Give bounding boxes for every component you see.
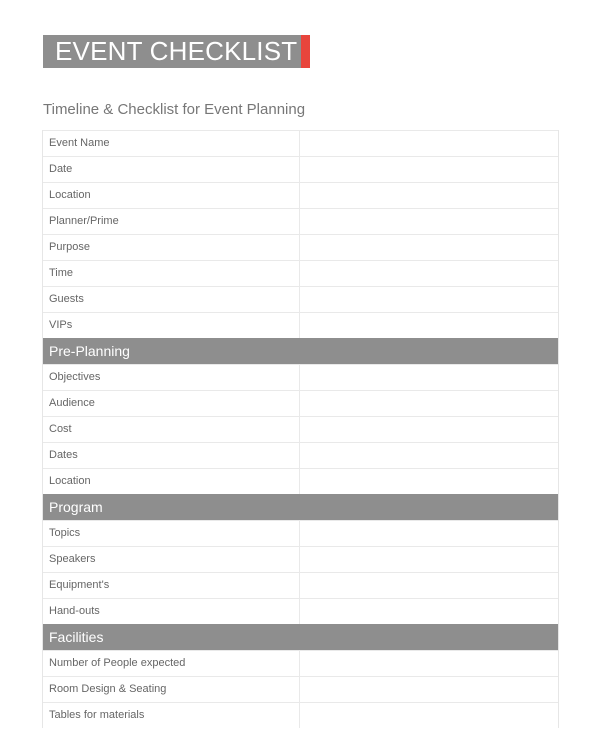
- row-value-field[interactable]: [300, 521, 558, 546]
- table-row: [43, 390, 558, 416]
- row-value-field[interactable]: [300, 261, 558, 286]
- section-header-program: Program: [43, 494, 558, 520]
- row-label-vips: VIPs: [43, 313, 300, 338]
- section-header-facilities: Facilities: [43, 624, 558, 650]
- table-row: [43, 182, 558, 208]
- row-label-purpose: Purpose: [43, 235, 300, 260]
- row-label-date: Date: [43, 157, 300, 182]
- table-row: [43, 520, 558, 546]
- row-value-field[interactable]: [300, 417, 558, 442]
- row-value-field[interactable]: [300, 131, 558, 156]
- row-value-field[interactable]: [300, 703, 558, 728]
- table-row: [43, 286, 558, 312]
- table-row: [43, 442, 558, 468]
- table-row: [43, 468, 558, 494]
- checklist-table: [42, 130, 559, 728]
- table-row: [43, 416, 558, 442]
- table-row: [43, 364, 558, 390]
- table-row: [43, 260, 558, 286]
- row-value-field[interactable]: [300, 365, 558, 390]
- row-label-tables-for-materials: Tables for materials: [43, 703, 300, 728]
- row-value-field[interactable]: [300, 287, 558, 312]
- table-row: [43, 676, 558, 702]
- row-label-hand-outs: Hand-outs: [43, 599, 300, 624]
- row-value-field[interactable]: [300, 391, 558, 416]
- row-value-field[interactable]: [300, 209, 558, 234]
- row-label-equipment: Equipment's: [43, 573, 300, 598]
- row-value-field[interactable]: [300, 547, 558, 572]
- table-row: [43, 598, 558, 624]
- row-label-guests: Guests: [43, 287, 300, 312]
- row-label-speakers: Speakers: [43, 547, 300, 572]
- row-value-field[interactable]: [300, 183, 558, 208]
- row-value-field[interactable]: [300, 157, 558, 182]
- row-label-audience: Audience: [43, 391, 300, 416]
- table-row: [43, 312, 558, 338]
- row-value-field[interactable]: [300, 599, 558, 624]
- row-label-topics: Topics: [43, 521, 300, 546]
- row-label-event-name: Event Name: [43, 131, 300, 156]
- row-value-field[interactable]: [300, 235, 558, 260]
- title-accent-bar: [301, 35, 310, 68]
- row-value-field[interactable]: [300, 469, 558, 494]
- row-label-planner: Planner/Prime: [43, 209, 300, 234]
- table-row: [43, 130, 558, 156]
- title-banner: [43, 35, 310, 68]
- table-row: [43, 572, 558, 598]
- page-subtitle: Timeline & Checklist for Event Planning: [43, 101, 306, 118]
- row-label-location: Location: [43, 469, 300, 494]
- table-row: [43, 208, 558, 234]
- section-header-pre-planning: Pre-Planning: [43, 338, 558, 364]
- page-title: EVENT CHECKLIST: [55, 36, 298, 66]
- row-label-cost: Cost: [43, 417, 300, 442]
- row-label-number-of-people: Number of People expected: [43, 651, 300, 676]
- row-label-dates: Dates: [43, 443, 300, 468]
- table-row: [43, 702, 558, 728]
- row-value-field[interactable]: [300, 313, 558, 338]
- row-label-time: Time: [43, 261, 300, 286]
- row-value-field[interactable]: [300, 443, 558, 468]
- row-label-location: Location: [43, 183, 300, 208]
- row-label-room-design: Room Design & Seating: [43, 677, 300, 702]
- row-label-objectives: Objectives: [43, 365, 300, 390]
- table-row: [43, 650, 558, 676]
- table-row: [43, 156, 558, 182]
- table-row: [43, 546, 558, 572]
- row-value-field[interactable]: [300, 651, 558, 676]
- row-value-field[interactable]: [300, 677, 558, 702]
- row-value-field[interactable]: [300, 573, 558, 598]
- table-row: [43, 234, 558, 260]
